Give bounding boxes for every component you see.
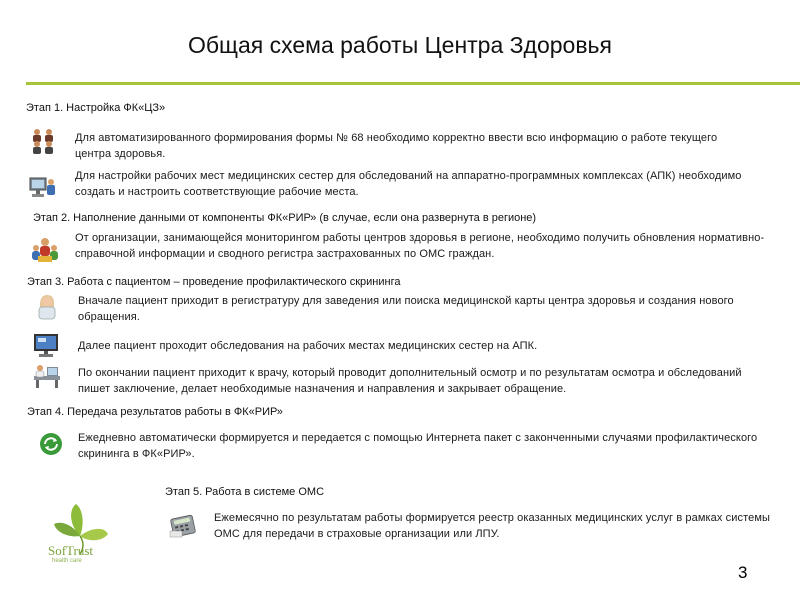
page-number: 3 [738, 563, 748, 582]
stage-4-item-1-text: Ежедневно автоматически формируется и передается с помощью Интернета пакет с законченными случаями профилактического скрининга в ФК«РИР». [78, 432, 758, 460]
calculator-icon [168, 511, 198, 539]
stage-4-label: Этап 4. Передача результатов работы в ФК«РИР» [27, 406, 283, 418]
workstation-icon [28, 172, 58, 200]
logo-subtitle: health care [52, 558, 82, 564]
title-divider [26, 82, 800, 85]
stage-1-item-2-text: Для настройки рабочих мест медицинских сестер для обследований на аппаратно-программных комплексах (АПК) необходимо создать и настроить соответствующие рабочие места. [75, 170, 742, 198]
softrust-logo-icon [40, 496, 120, 576]
sync-icon [38, 431, 64, 457]
stage-2-item-1-text: От организации, занимающейся мониторингом работы центров здоровья в регионе, необходимо получить обновления нормативно-справочной информации и сводного регистра застрахованных по ОМС граждан. [75, 232, 765, 260]
stage-5-label: Этап 5. Работа в системе ОМС [165, 486, 325, 498]
logo-name: SofTrust [48, 543, 94, 558]
stage-2-label: Этап 2. Наполнение данными от компоненты ФК«РИР» (в случае, если она развернута в регионе) [33, 212, 537, 224]
doctor-desk-icon [32, 362, 62, 390]
stage-3-item-2-text: Далее пациент проходит обследования на рабочих местах медицинских сестер на АПК. [78, 340, 538, 352]
page-title: Общая схема работы Центра Здоровья [187, 32, 612, 58]
stage-3-item-1-text: Вначале пациент приходит в регистратуру для заведения или поиска медицинской карты центра здоровья и создания нового обращения. [78, 295, 734, 323]
stage-3-label: Этап 3. Работа с пациентом – проведение профилактического скрининга [27, 276, 401, 288]
organization-icon [30, 236, 60, 264]
stage-1-label: Этап 1. Настройка ФК«ЦЗ» [26, 102, 166, 114]
stage-5-item-1-text: Ежемесячно по результатам работы формируется реестр оказанных медицинских услуг в рамках системы ОМС для передачи в страховые организации или ЛПУ. [214, 512, 770, 540]
stage-3-item-3-text: По окончании пациент приходит к врачу, который проводит дополнительный осмотр и по результатам осмотра и обследований пишет заключение, делает необходимые назначения и направления и закрывает обращение. [78, 367, 742, 395]
monitor-icon [32, 331, 62, 359]
users-icon [28, 127, 58, 155]
stage-1-item-1-text: Для автоматизированного формирования формы № 68 необходимо корректно ввести всю информацию о работе текущего центра здоровья. [75, 132, 718, 160]
receptionist-icon [32, 293, 62, 321]
